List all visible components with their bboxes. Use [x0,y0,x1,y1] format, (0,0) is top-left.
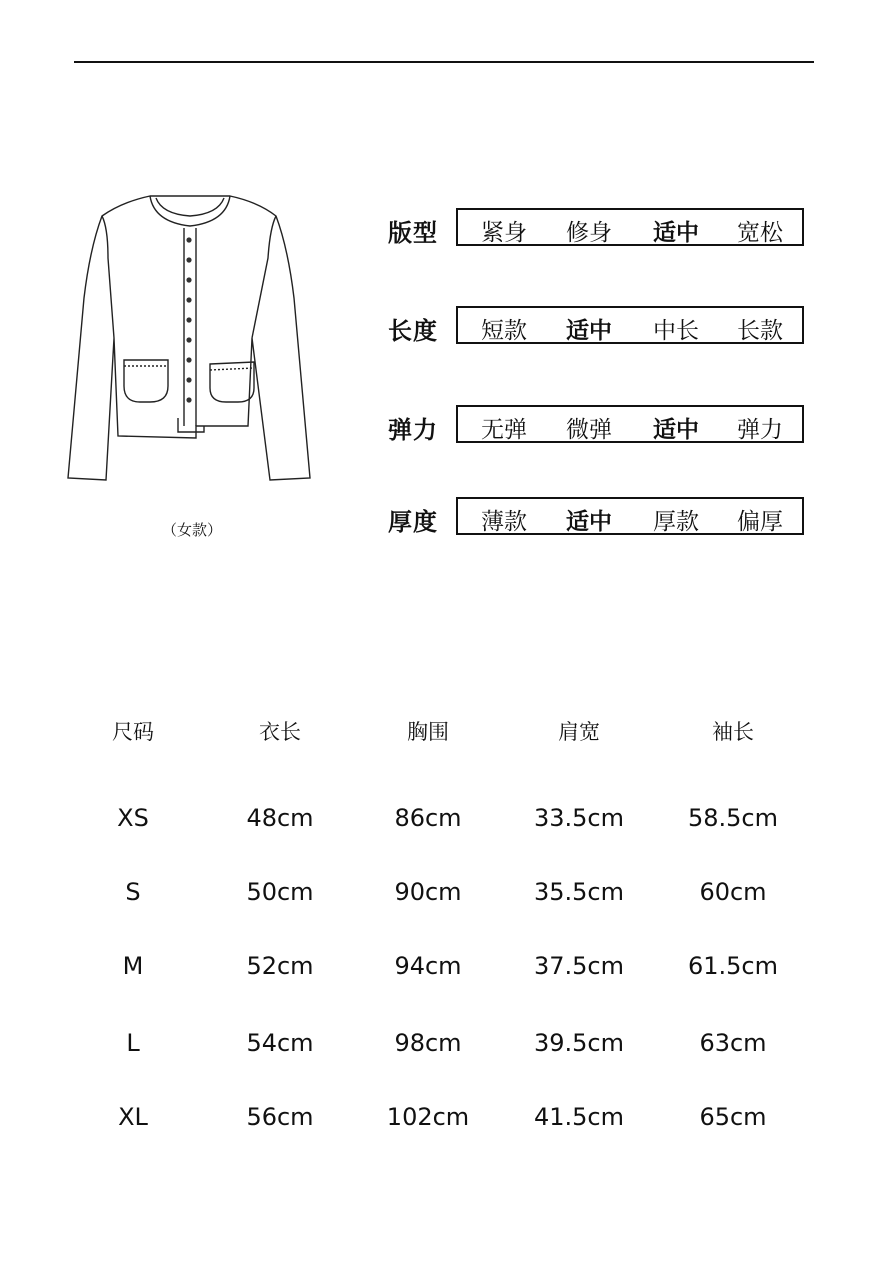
size-table-cell: 37.5cm [533,952,624,980]
attribute-option: 中长 [653,318,699,344]
size-table-cell: 90cm [394,878,462,906]
attribute-label: 弹力 [388,416,438,444]
attribute-option-selected: 适中 [566,509,612,535]
attribute-option-selected: 适中 [566,318,612,344]
size-table-cell: 86cm [394,804,462,832]
size-table-cell: 48cm [246,804,314,832]
attribute-option: 修身 [566,220,612,246]
size-table-cell: L [126,1029,140,1057]
attribute-row [388,405,808,447]
size-table-cell: 35.5cm [533,878,624,906]
size-table-cell: 56cm [246,1103,314,1131]
attribute-option: 薄款 [481,509,527,535]
attribute-options-box [456,208,804,246]
size-table-cell: 50cm [246,878,314,906]
size-table-cell: 41.5cm [533,1103,624,1131]
cardigan-sketch-icon [62,188,318,488]
attribute-row [388,208,808,250]
attribute-option-selected: 适中 [653,417,699,443]
attribute-option: 紧身 [481,220,527,246]
attribute-option: 长款 [737,318,783,344]
size-table-header: 袖长 [712,720,754,744]
attribute-option: 偏厚 [737,509,783,535]
top-divider [74,61,814,63]
attribute-option: 无弹 [481,417,527,443]
garment-caption: （女款） [161,521,222,539]
attribute-row [388,306,808,348]
size-table-header: 肩宽 [558,720,600,744]
size-table-header: 尺码 [112,720,154,744]
attribute-option: 弹力 [737,417,783,443]
attribute-row [388,497,808,539]
size-table-cell: S [125,878,141,906]
size-table-cell: 98cm [394,1029,462,1057]
size-table-cell: 52cm [246,952,314,980]
size-table-cell: 60cm [699,878,767,906]
attribute-option-selected: 适中 [653,220,699,246]
attribute-option: 微弹 [566,417,612,443]
attribute-label: 厚度 [388,508,438,536]
size-table-cell: XS [117,804,149,832]
attribute-label: 长度 [388,317,438,345]
attribute-options-box [456,405,804,443]
attribute-options-box [456,497,804,535]
size-table-cell: 102cm [386,1103,470,1131]
size-table-cell: 94cm [394,952,462,980]
attribute-option: 厚款 [653,509,699,535]
attribute-option: 宽松 [737,220,783,246]
size-table-cell: XL [118,1103,148,1131]
size-table-cell: 58.5cm [687,804,778,832]
attribute-option: 短款 [481,318,527,344]
size-table-cell: 33.5cm [533,804,624,832]
size-table-header: 衣长 [259,720,301,744]
attribute-options-box [456,306,804,344]
size-table-cell: 63cm [699,1029,767,1057]
size-table-cell: M [122,952,144,980]
size-table-header: 胸围 [407,720,449,744]
size-table-cell: 65cm [699,1103,767,1131]
size-table-cell: 39.5cm [533,1029,624,1057]
size-table-cell: 54cm [246,1029,314,1057]
size-table-cell: 61.5cm [687,952,778,980]
attribute-label: 版型 [388,219,438,247]
